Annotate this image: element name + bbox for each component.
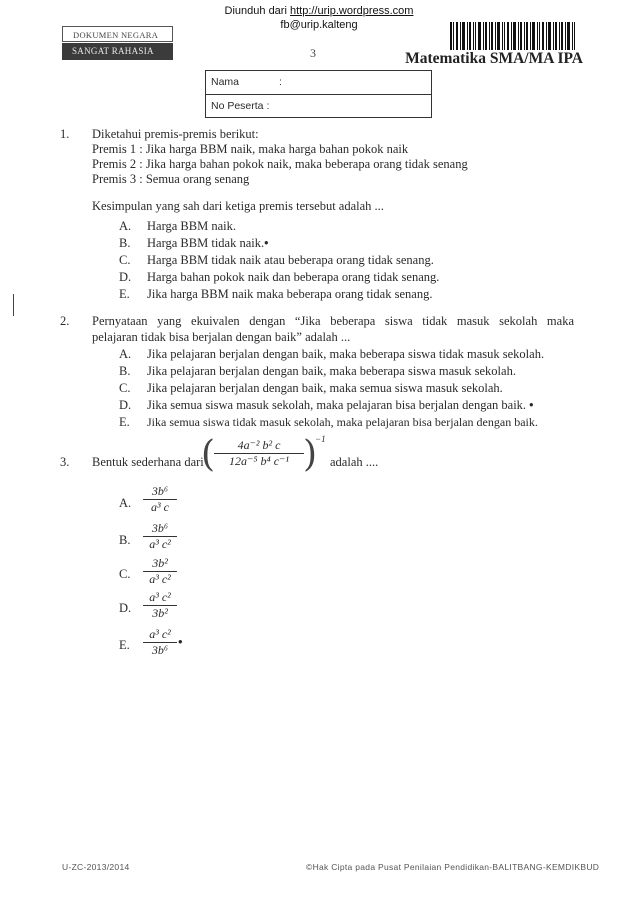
q3-option-b-letter: B.	[119, 533, 131, 547]
q3-option-a[interactable]	[143, 484, 177, 515]
q1-premise-1: Premis 1 : Jika harga BBM naik, maka harga bahan pokok naik	[92, 142, 409, 156]
margin-mark	[13, 294, 14, 316]
peserta-label: No Peserta :	[211, 100, 270, 112]
q3-expression-numerator: 4a⁻² b² c	[237, 438, 281, 452]
page-number: 3	[310, 46, 316, 60]
q1-option-e[interactable]: Jika harga BBM naik maka beberapa orang tidak senang.	[147, 287, 433, 301]
q1-option-d-letter: D.	[119, 270, 132, 284]
pencil-mark-icon: •	[529, 398, 534, 412]
q3-option-e-denominator: 3b⁶	[143, 642, 177, 658]
q2-option-b-letter: B.	[119, 364, 131, 378]
footer-code: U-ZC-2013/2014	[62, 862, 130, 872]
right-paren-icon: )	[303, 434, 318, 475]
q3-option-a-letter: A.	[119, 496, 132, 510]
q2-option-c[interactable]: Jika pelajaran berjalan dengan baik, maka semua siswa masuk sekolah.	[147, 381, 503, 395]
q1-premise-2: Premis 2 : Jika harga bahan pokok naik, maka beberapa orang tidak senang	[92, 157, 468, 171]
source-line	[0, 5, 638, 17]
nama-label: Nama	[211, 76, 240, 88]
source-prefix: Diunduh dari	[224, 5, 290, 17]
dokumen-negara-label: DOKUMEN NEGARA	[62, 26, 173, 42]
q3-option-a-numerator: 3b⁶	[151, 484, 169, 498]
q1-option-b-letter: B.	[119, 236, 131, 250]
pencil-mark-icon: •	[178, 634, 183, 649]
peserta-row[interactable]	[206, 94, 431, 118]
q2-option-e-letter: E.	[119, 415, 130, 429]
q3-number: 3.	[60, 455, 70, 469]
q3-option-b-denominator: a³ c²	[143, 536, 177, 552]
q3-prefix: Bentuk sederhana dari	[92, 455, 204, 469]
q1-premise-3: Premis 3 : Semua orang senang	[92, 172, 250, 186]
q2-number: 2.	[60, 314, 70, 328]
q1-option-c[interactable]: Harga BBM tidak naik atau beberapa orang tidak senang.	[147, 253, 434, 267]
barcode-icon	[450, 22, 575, 50]
q1-number: 1.	[60, 127, 70, 141]
q3-option-c-letter: C.	[119, 567, 131, 581]
q2-option-d[interactable]	[147, 398, 534, 413]
q1-option-d[interactable]: Harga bahan pokok naik dan beberapa orang tidak senang.	[147, 270, 440, 284]
q1-intro: Diketahui premis-premis berikut:	[92, 127, 259, 141]
q1-option-e-letter: E.	[119, 287, 130, 301]
left-paren-icon: (	[201, 434, 216, 475]
q2-stem-line1: Pernyataan yang ekuivalen dengan “Jika beberapa siswa tidak masuk sekolah maka	[92, 314, 574, 328]
q1-option-a-letter: A.	[119, 219, 132, 233]
q3-suffix: adalah ....	[330, 455, 379, 469]
q3-option-d[interactable]	[143, 590, 177, 621]
q2-option-c-letter: C.	[119, 381, 131, 395]
q3-option-c[interactable]	[143, 556, 177, 587]
sangat-rahasia-label: SANGAT RAHASIA	[62, 43, 173, 60]
q3-option-d-letter: D.	[119, 601, 132, 615]
q1-option-a[interactable]: Harga BBM naik.	[147, 219, 236, 233]
q3-option-e-letter: E.	[119, 638, 130, 652]
q1-question: Kesimpulan yang sah dari ketiga premis tersebut adalah ...	[92, 199, 384, 213]
q3-expression	[214, 438, 304, 469]
q3-option-d-denominator: 3b²	[143, 605, 177, 621]
q3-option-b-numerator: 3b⁶	[151, 521, 169, 535]
q3-option-b[interactable]	[143, 521, 177, 552]
q3-option-c-denominator: a³ c²	[143, 571, 177, 587]
q2-option-d-text: Jika semua siswa masuk sekolah, maka pelajaran bisa berjalan dengan baik.	[147, 398, 527, 412]
q2-option-b[interactable]: Jika pelajaran berjalan dengan baik, maka beberapa siswa masuk sekolah.	[147, 364, 516, 378]
q1-option-b[interactable]	[147, 236, 269, 251]
q3-option-c-numerator: 3b²	[152, 556, 168, 570]
q2-option-e[interactable]: Jika semua siswa tidak masuk sekolah, maka pelajaran bisa berjalan dengan baik.	[147, 415, 538, 429]
pencil-mark-icon: •	[264, 236, 269, 250]
identity-box	[205, 70, 432, 118]
q1-option-c-letter: C.	[119, 253, 131, 267]
nama-row[interactable]	[206, 71, 431, 94]
q2-option-d-letter: D.	[119, 398, 132, 412]
q3-exponent: −1	[315, 434, 326, 444]
q2-option-a-letter: A.	[119, 347, 132, 361]
source-contact: fb@urip.kalteng	[280, 19, 358, 31]
q3-option-e[interactable]	[143, 627, 177, 658]
source-link[interactable]: http://urip.wordpress.com	[289, 5, 414, 17]
q2-stem-line2: pelajaran tidak bisa berjalan dengan baik” adalah ...	[92, 330, 351, 344]
q3-option-a-denominator: a³ c	[143, 499, 177, 515]
q3-option-d-numerator: a³ c²	[149, 590, 171, 604]
subject-title: Matematika SMA/MA IPA	[405, 50, 583, 67]
q3-expression-denominator: 12a⁻⁵ b⁴ c⁻¹	[214, 453, 304, 469]
q1-option-b-text: Harga BBM tidak naik.	[147, 236, 265, 250]
q2-option-a[interactable]: Jika pelajaran berjalan dengan baik, maka beberapa siswa tidak masuk sekolah.	[147, 347, 545, 361]
nama-colon: :	[279, 76, 282, 88]
footer-copyright: ©Hak Cipta pada Pusat Penilaian Pendidikan-BALITBANG-KEMDIKBUD	[306, 862, 600, 872]
q3-option-e-numerator: a³ c²	[149, 627, 171, 641]
